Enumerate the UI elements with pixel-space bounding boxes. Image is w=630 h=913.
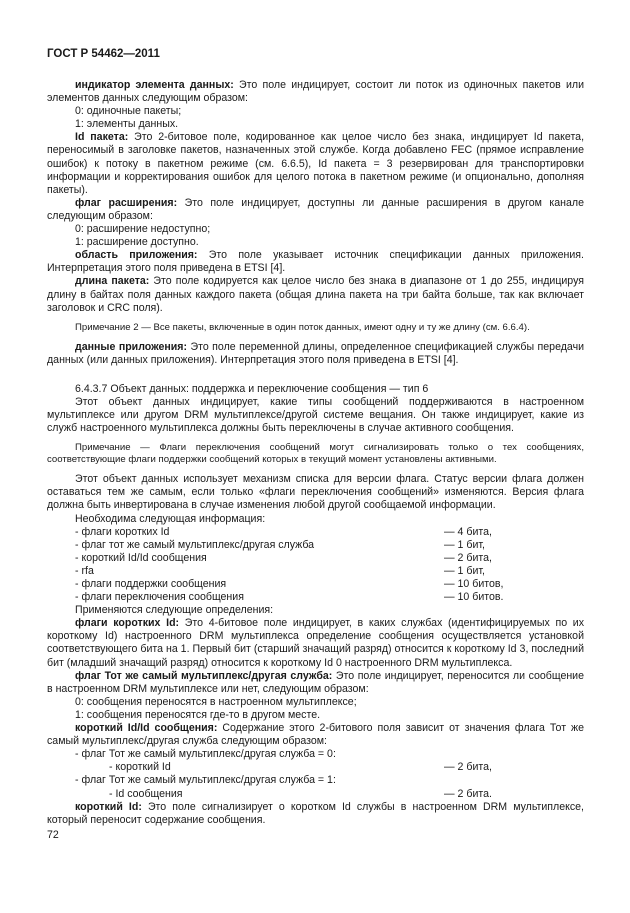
field-name: - rfa [75, 564, 94, 577]
paragraph: Этот объект данных индицирует, какие типы сообщений поддерживаются в настроенном мультиплексе или другом DRM мультиплексе/другой системе вещания. Он также индицирует, какие из служб настроенного мультиплекса должны быть переключены в случае активного сообщения. [47, 395, 584, 435]
term: флаг расширения: [75, 196, 178, 209]
field-name: - флаги переключения сообщения [75, 591, 244, 604]
definition-text: Это поле индицирует, состоит ли поток из одиночных пакетов или элементов данных следующим образом: [47, 79, 584, 105]
paragraph: Применяются следующие определения: [75, 604, 274, 617]
list-item: 0: расширение недоступно; [75, 223, 211, 236]
term: флаги коротких Id: [75, 617, 180, 630]
paragraph [47, 131, 584, 196]
paragraph [47, 617, 584, 669]
field-name: - флаг тот же самый мультиплекс/другая служба [75, 538, 315, 551]
document-header: ГОСТ Р 54462—2011 [47, 48, 160, 60]
definition-text: Это поле указывает источник спецификации данных приложения. Интерпретация этого поля приведена в ETSI [4]. [47, 249, 584, 275]
list-item: 0: сообщения переносятся в настроенном мультиплексе; [75, 695, 357, 708]
paragraph [47, 249, 584, 275]
definition-text: Это поле индицирует, переносится ли сообщение в настроенном DRM мультиплексе или нет, следующим образом: [47, 669, 584, 695]
field-bits: — 2 бита, [444, 761, 492, 774]
definition-text: Это поле кодируется как целое число без знака в диапазоне от 1 до 255, индицируя длину в байтах поля данных каждого пакета (общая длина пакета на три байта больше, так как включает заголовок и CRC поля). [47, 275, 584, 314]
term: короткий Id/Id сообщения: [75, 722, 218, 735]
field-bits: — 1 бит, [444, 564, 485, 577]
field-bits: — 2 бита, [444, 551, 492, 564]
note: Примечание 2 — Все пакеты, включенные в один поток данных, имеют одну и ту же длину (см. 6.6.4). [75, 321, 530, 333]
paragraph [47, 341, 584, 367]
paragraph [47, 670, 584, 696]
term: короткий Id: [75, 800, 142, 813]
paragraph [47, 722, 584, 748]
term: длина пакета: [75, 275, 150, 288]
list-item: 1: расширение доступно. [75, 236, 199, 249]
definition-text: Это поле переменной длины, определенное спецификацией службы передачи данных (или данных приложения). Интерпретация этого поля приведена в ETSI [4]. [47, 340, 585, 366]
paragraph [47, 79, 584, 105]
definition-text: Это поле сигнализирует о коротком Id службы в настроенном DRM мультиплексе, который переносит содержание сообщения. [47, 800, 584, 826]
field-bits: — 10 битов. [444, 591, 504, 604]
field-row [47, 591, 584, 604]
section-heading: 6.4.3.7 Объект данных: поддержка и переключение сообщения — тип 6 [75, 382, 429, 395]
list-item: 1: элементы данных. [75, 118, 179, 131]
field-name: - короткий Id/Id сообщения [75, 551, 207, 564]
paragraph [47, 801, 584, 827]
field-name: - Id сообщения [109, 787, 183, 800]
field-row [47, 539, 584, 552]
definition-text: Это поле индицирует, доступны ли данные расширения в другом канале следующим образом: [47, 196, 584, 222]
subfield-heading: - флаг Тот же самый мультиплекс/другая служба = 0: [75, 748, 336, 761]
field-row [47, 788, 584, 801]
paragraph [47, 275, 584, 314]
field-name: - флаги коротких Id [75, 525, 170, 538]
definition-text: Это 2-битовое поле, кодированное как целое число без знака, индицирует Id пакета, переносимый в заголовке пакетов, назначенных этой службе. Когда добавлено FEC (прямое исправление ошибок) к потоку в пакетном режиме (см. 6.6.5), Id пакета = 3 резервирован для транспортировки информации и корректирования ошибок для целого потока в пакетном режиме (и опционально, дополняя пакеты). [47, 131, 585, 196]
field-bits: — 4 бита, [444, 525, 492, 538]
definition-text: Это 4-битовое поле индицирует, в каких службах (идентифицируемых по их короткому Id) настроенного DRM мультиплекса определение сообщения осуществляется установкой соответствующего бита на 1. Первый бит (старший значащий разряд) относится к короткому Id 3, последний бит (младший значащий разряд) относится к короткому Id 0 настроенного DRM мультиплекса. [47, 617, 584, 669]
paragraph: Необходима следующая информация: [75, 512, 266, 525]
field-row [47, 565, 584, 578]
term: область приложения: [75, 249, 198, 262]
subfield-heading: - флаг Тот же самый мультиплекс/другая служба = 1: [75, 774, 336, 787]
list-item: 0: одиночные пакеты; [75, 105, 182, 118]
field-bits: — 2 бита. [444, 787, 492, 800]
field-row [47, 552, 584, 565]
definition-text: Содержание этого 2-битового поля зависит от значения флага Тот же самый мультиплекс/другая служба следующим образом: [47, 722, 584, 748]
field-list [47, 526, 584, 605]
term: данные приложения: [75, 340, 188, 353]
field-row [47, 578, 584, 591]
field-row [47, 526, 584, 539]
term: флаг Тот же самый мультиплекс/другая служба: [75, 669, 333, 682]
page-body [47, 79, 584, 827]
field-name: - флаги поддержки сообщения [75, 578, 227, 590]
page-number: 72 [47, 829, 59, 841]
note: Примечание — Флаги переключения сообщений могут сигнализировать только о тех сообщениях, соответствующие флаги поддержки сообщений которых в текущий момент установлены активными. [47, 442, 584, 466]
paragraph [47, 197, 584, 223]
paragraph: Этот объект данных использует механизм списка для версии флага. Статус версии флага должен оставаться тем же самым, если только «флаги переключения сообщений» изменяются. Версия флага должна быть инвертирована в случае изменения любой другой сообщаемой информации. [47, 473, 584, 512]
term: Id пакета: [75, 131, 129, 144]
field-row [47, 761, 584, 774]
field-name: - короткий Id [109, 761, 171, 774]
term: индикатор элемента данных: [75, 79, 234, 91]
list-item: 1: сообщения переносятся где-то в другом месте. [75, 708, 321, 721]
field-bits: — 1 бит, [444, 538, 485, 551]
field-bits: — 10 битов, [444, 578, 504, 590]
